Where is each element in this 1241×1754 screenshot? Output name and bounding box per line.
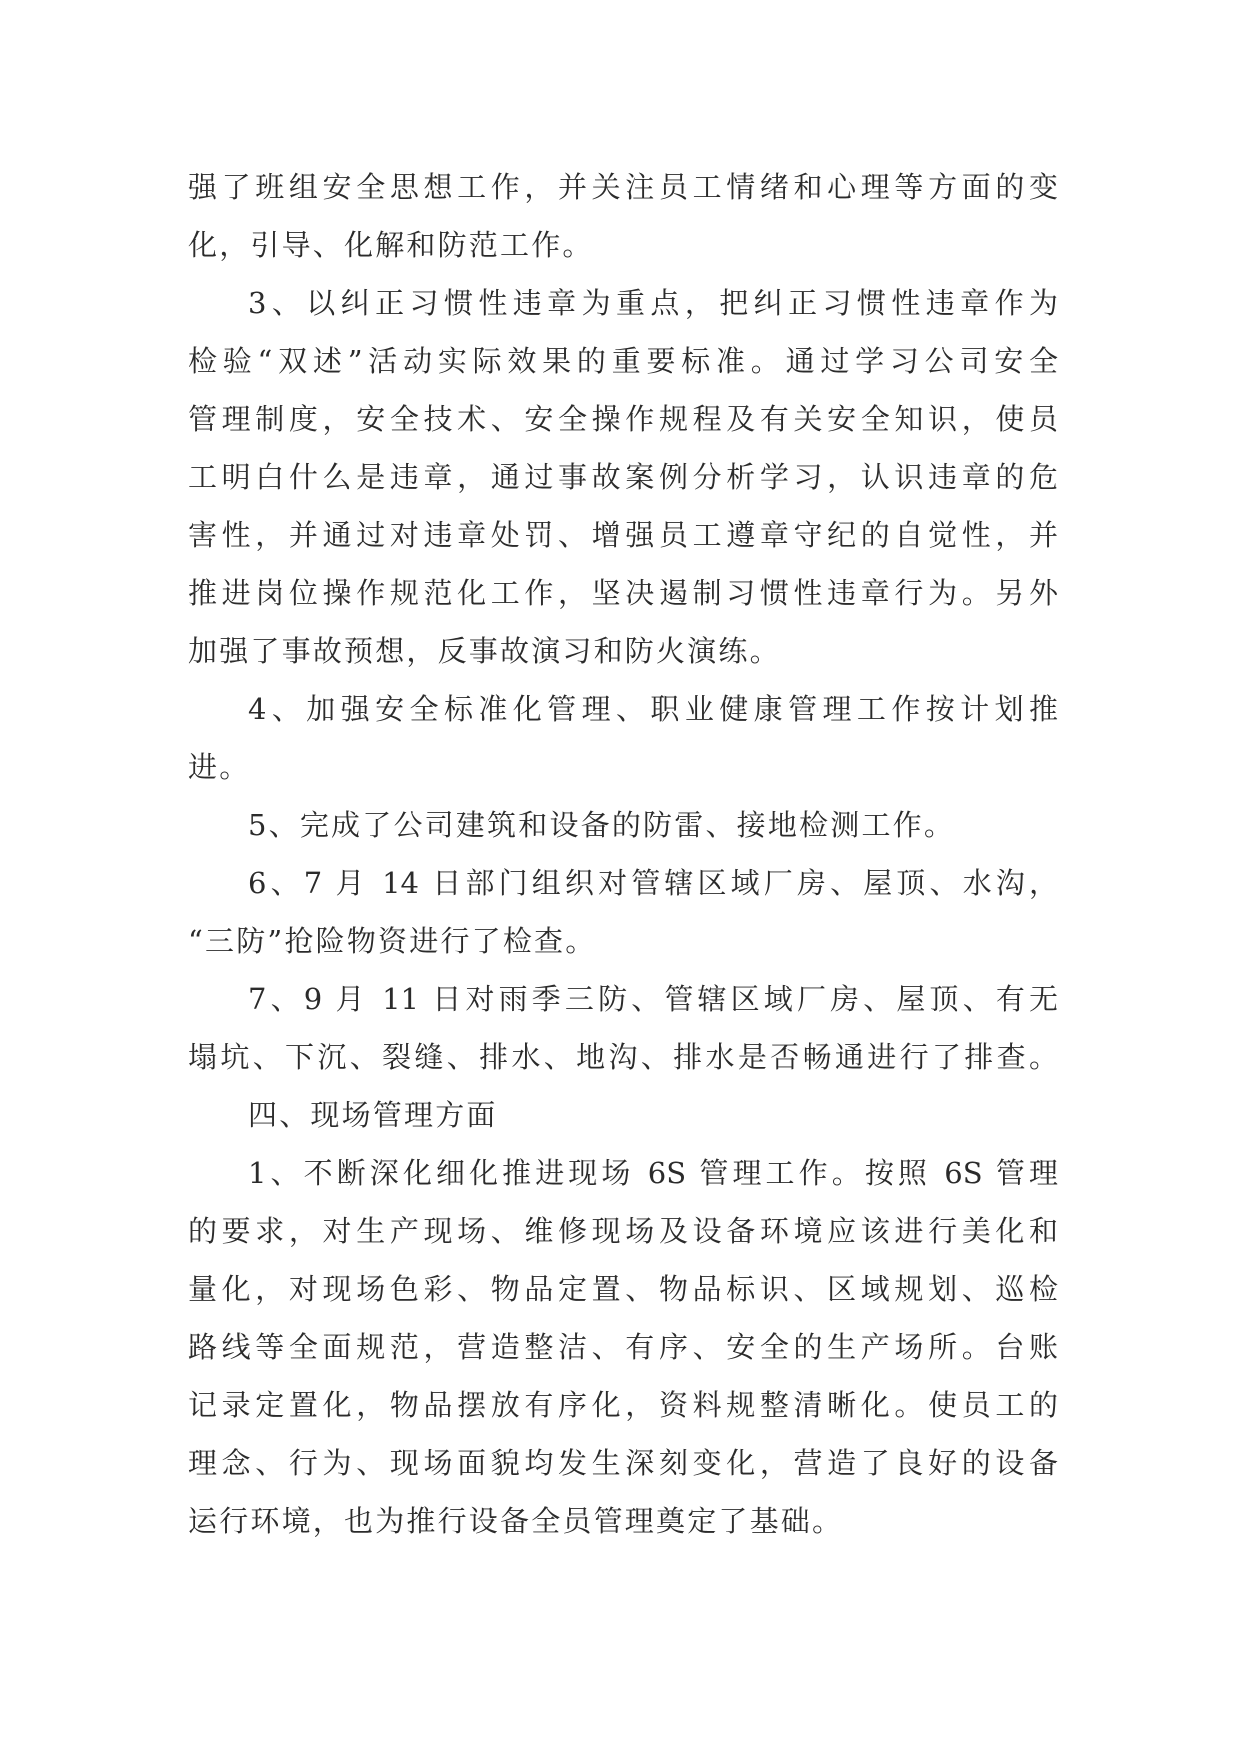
text-line: 5、完成了公司建筑和设备的防雷、接地检测工作。 <box>248 808 956 842</box>
text-line: 加强了事故预想，反事故演习和防火演练。 <box>188 634 781 668</box>
text-line: 推进岗位操作规范化工作，坚决遏制习惯性违章行为。另外 <box>188 576 1058 610</box>
text-line: 塌坑、下沉、裂缝、排水、地沟、排水是否畅通进行了排查。 <box>188 1040 1058 1074</box>
text-line: 路线等全面规范，营造整洁、有序、安全的生产场所。台账 <box>188 1330 1058 1364</box>
text-line: 化，引导、化解和防范工作。 <box>188 228 594 262</box>
section-heading: 四、现场管理方面 <box>248 1098 498 1132</box>
document-body <box>188 158 1058 1550</box>
text-line: 检验“双述”活动实际效果的重要标准。通过学习公司安全 <box>188 344 1058 378</box>
text-line: 理念、行为、现场面貌均发生深刻变化，营造了良好的设备 <box>188 1446 1058 1480</box>
text-line: 害性，并通过对违章处罚、增强员工遵章守纪的自觉性，并 <box>188 518 1058 552</box>
text-line: 的要求，对生产现场、维修现场及设备环境应该进行美化和 <box>188 1214 1058 1248</box>
text-line: 4、加强安全标准化管理、职业健康管理工作按计划推 <box>248 692 1058 726</box>
text-line: “三防”抢险物资进行了检查。 <box>188 924 597 958</box>
text-line: 3、以纠正习惯性违章为重点，把纠正习惯性违章作为 <box>248 286 1058 320</box>
text-line: 6、7 月 14 日部门组织对管辖区域厂房、屋顶、水沟， <box>248 866 1058 900</box>
text-line: 运行环境，也为推行设备全员管理奠定了基础。 <box>188 1504 844 1538</box>
text-line: 管理制度，安全技术、安全操作规程及有关安全知识，使员 <box>188 402 1058 436</box>
text-line: 量化，对现场色彩、物品定置、物品标识、区域规划、巡检 <box>188 1272 1058 1306</box>
text-line: 工明白什么是违章，通过事故案例分析学习，认识违章的危 <box>188 460 1058 494</box>
text-line: 记录定置化，物品摆放有序化，资料规整清晰化。使员工的 <box>188 1388 1058 1422</box>
text-line: 强了班组安全思想工作，并关注员工情绪和心理等方面的变 <box>188 170 1058 204</box>
text-line: 进。 <box>188 750 251 784</box>
text-line: 1、不断深化细化推进现场 6S 管理工作。按照 6S 管理 <box>248 1156 1058 1190</box>
text-line: 7、9 月 11 日对雨季三防、管辖区域厂房、屋顶、有无 <box>248 982 1058 1016</box>
